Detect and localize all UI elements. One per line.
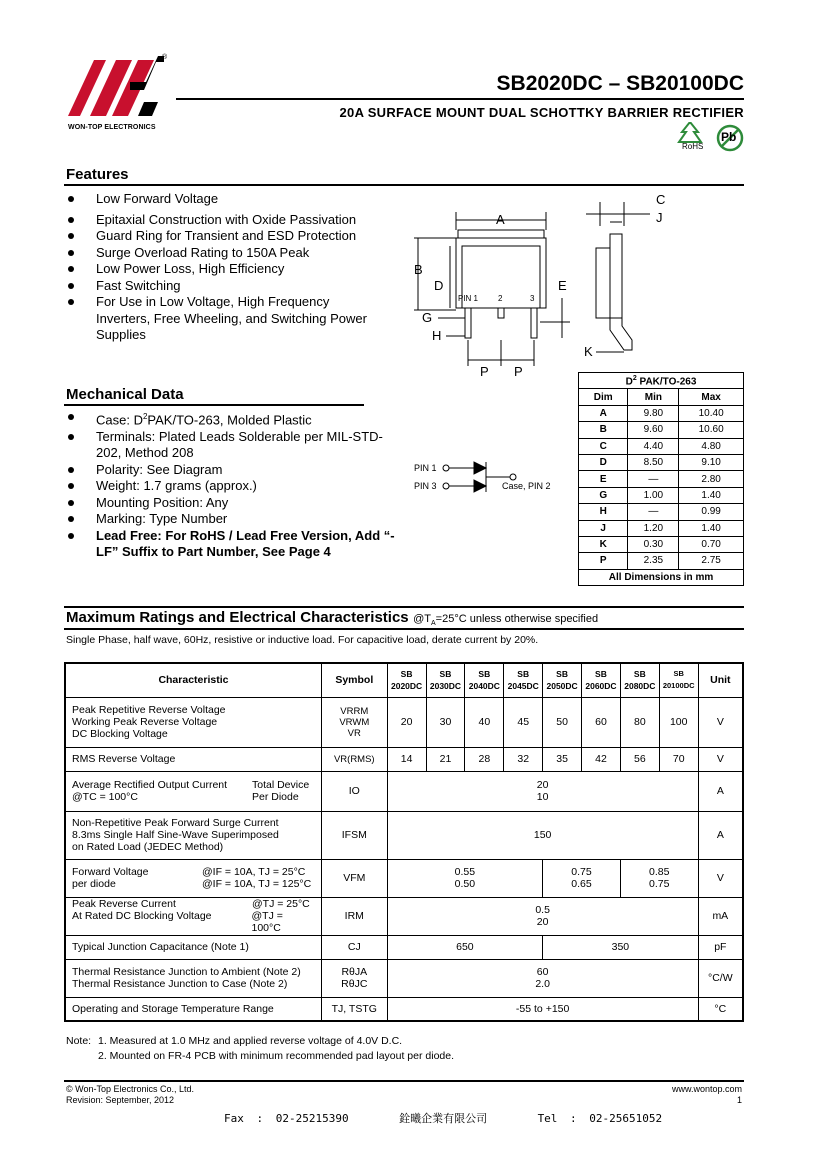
row-characteristic: Typical Junction Capacitance (Note 1) <box>65 935 321 959</box>
value-cell: 60 <box>582 697 621 747</box>
pin1-label: PIN 1 <box>458 294 479 303</box>
mechanical-heading: Mechanical Data <box>66 386 184 403</box>
dim-label-b: B <box>414 262 423 277</box>
row-symbol: IRM <box>321 897 387 935</box>
col-part <box>582 663 621 697</box>
table-row <box>579 536 744 552</box>
dim-label-g: G <box>422 310 433 325</box>
pkg-cell: 2.75 <box>679 553 744 569</box>
polarity-schematic <box>414 458 564 498</box>
value-cell <box>387 771 698 811</box>
page-title: SB2020DC – SB20100DC <box>496 72 744 95</box>
pkg-cell: — <box>628 504 679 520</box>
value-cell <box>387 897 698 935</box>
condition-prefix: @T <box>413 613 431 625</box>
row-characteristic <box>65 897 321 935</box>
part-prefix: SB <box>400 669 413 680</box>
pin3-label: 3 <box>530 294 535 303</box>
value-line: 2.0 <box>535 978 550 990</box>
char-text: per diode <box>72 878 116 890</box>
lead-free-item: Lead Free: For RoHS / Lead Free Version, Add “-LF” Suffix to Part Number, See Page 4 <box>66 528 396 561</box>
table-row <box>579 520 744 536</box>
char-text: At Rated DC Blocking Voltage <box>72 910 212 922</box>
pkg-cell: 9.10 <box>679 454 744 470</box>
char-note: Per Diode <box>252 791 299 803</box>
features-rule <box>64 184 744 186</box>
pkg-cell: H <box>579 504 628 520</box>
unit-cell: V <box>698 747 743 771</box>
char-line: Thermal Resistance Junction to Ambient (Note 2) <box>72 966 301 978</box>
value-cell: 150 <box>387 811 698 859</box>
value-line: 0.85 <box>649 866 670 878</box>
unit-cell: V <box>698 697 743 747</box>
feature-item: Low Forward Voltage <box>66 191 376 208</box>
value-cell <box>387 959 698 997</box>
pkg-cell: 1.40 <box>679 487 744 503</box>
dim-label-d: D <box>434 278 444 293</box>
char-line <box>72 866 315 878</box>
value-cell: 70 <box>659 747 698 771</box>
condition-sub: A <box>430 620 436 628</box>
mechanical-list <box>66 409 396 561</box>
char-line: 8.3ms Single Half Sine-Wave Superimposed <box>72 829 279 841</box>
col-part <box>387 663 426 697</box>
title-rule <box>176 98 744 100</box>
value-line: 0.75 <box>649 878 670 890</box>
row-characteristic <box>65 697 321 747</box>
value-cell <box>620 859 698 897</box>
ratings-note-line: Single Phase, half wave, 60Hz, resistive or inductive load. For capacitive load, derate current by 20%. <box>66 634 539 646</box>
row-characteristic <box>65 959 321 997</box>
value-line: 20 <box>536 916 549 928</box>
part-number: 2060DC <box>585 681 617 692</box>
notes-block <box>66 1034 454 1064</box>
row-characteristic <box>65 771 321 811</box>
pkg-col-max: Max <box>679 389 744 405</box>
pkg-cell: 2.35 <box>628 553 679 569</box>
row-characteristic <box>65 811 321 859</box>
value-line: 0.5 <box>535 904 550 916</box>
value-cell: 50 <box>543 697 582 747</box>
char-condition: @IF = 10A, TJ = 125°C <box>202 878 312 890</box>
part-prefix: SB <box>673 669 684 679</box>
features-heading: Features <box>66 166 129 183</box>
package-outline-diagram <box>410 190 670 380</box>
value-cell <box>387 859 543 897</box>
pkg-cell: 0.70 <box>679 536 744 552</box>
char-text: Peak Reverse Current <box>72 898 176 910</box>
value-cell: 35 <box>543 747 582 771</box>
table-header-row <box>65 663 743 697</box>
pkg-col-dim: Dim <box>579 389 628 405</box>
value-cell: 30 <box>426 697 465 747</box>
table-row <box>579 405 744 421</box>
unit-cell: °C/W <box>698 959 743 997</box>
pkg-table-footer: All Dimensions in mm <box>579 569 744 585</box>
char-line <box>72 878 315 890</box>
pkg-title-sup: 2 <box>632 374 637 382</box>
dim-label-p: P <box>480 364 489 379</box>
mechanical-item: Weight: 1.7 grams (approx.) <box>66 478 396 495</box>
value-line: 60 <box>536 966 549 978</box>
pkg-cell: 1.00 <box>628 487 679 503</box>
char-line: Working Peak Reverse Voltage <box>72 716 218 728</box>
char-line: Non-Repetitive Peak Forward Surge Current <box>72 817 279 829</box>
value-cell: 14 <box>387 747 426 771</box>
char-condition: @TJ = 25°C <box>252 898 310 910</box>
value-cell: 42 <box>582 747 621 771</box>
row-symbol: IFSM <box>321 811 387 859</box>
pkg-cell: K <box>579 536 628 552</box>
ratings-table <box>64 662 744 1022</box>
symbol-line: VRRM <box>340 705 369 717</box>
value-cell: 100 <box>659 697 698 747</box>
footer-copyright: © Won-Top Electronics Co., Ltd. <box>66 1084 195 1094</box>
char-line: Peak Repetitive Reverse Voltage <box>72 704 226 716</box>
char-text: @TC = 100°C <box>72 791 138 803</box>
ratings-heading: Maximum Ratings and Electrical Characteristics <box>66 609 409 626</box>
table-row <box>65 811 743 859</box>
value-cell: 650 <box>387 935 543 959</box>
mechanical-item: Mounting Position: Any <box>66 495 396 512</box>
table-row <box>65 747 743 771</box>
unit-cell: A <box>698 811 743 859</box>
pkg-cell: 4.40 <box>628 438 679 454</box>
row-characteristic <box>65 859 321 897</box>
mechanical-item: Marking: Type Number <box>66 511 396 528</box>
pkg-cell: B <box>579 422 628 438</box>
col-part <box>426 663 465 697</box>
value-cell: 80 <box>620 697 659 747</box>
note-line <box>66 1034 454 1049</box>
col-part <box>465 663 504 697</box>
char-line: DC Blocking Voltage <box>72 728 168 740</box>
note-line <box>66 1049 454 1064</box>
pkg-cell: 4.80 <box>679 438 744 454</box>
col-part <box>620 663 659 697</box>
row-symbol: VFM <box>321 859 387 897</box>
value-cell: 56 <box>620 747 659 771</box>
row-symbol: TJ, TSTG <box>321 997 387 1021</box>
case-suffix: PAK/TO-263, Molded Plastic <box>147 412 312 428</box>
part-number: 2040DC <box>468 681 500 692</box>
dim-label-c: C <box>656 192 666 207</box>
page-subtitle: 20A SURFACE MOUNT DUAL SCHOTTKY BARRIER RECTIFIER <box>339 105 744 120</box>
pkg-cell: G <box>579 487 628 503</box>
part-number: 2050DC <box>546 681 578 692</box>
pkg-cell: 0.99 <box>679 504 744 520</box>
part-prefix: SB <box>478 669 491 680</box>
char-line: on Rated Load (JEDEC Method) <box>72 841 224 853</box>
pkg-cell: J <box>579 520 628 536</box>
col-part <box>659 663 698 697</box>
char-condition: @IF = 10A, TJ = 25°C <box>202 866 306 878</box>
footer-website[interactable]: www.wontop.com <box>671 1084 742 1094</box>
row-symbol <box>321 697 387 747</box>
pkg-cell: 10.40 <box>679 405 744 421</box>
won-top-logo <box>68 52 168 122</box>
pkg-cell: 9.80 <box>628 405 679 421</box>
char-line <box>72 898 315 910</box>
table-row <box>579 504 744 520</box>
pkg-title-suffix: PAK/TO-263 <box>636 375 697 387</box>
col-part <box>504 663 543 697</box>
mechanical-item <box>66 409 396 429</box>
dim-label-k: K <box>584 344 593 359</box>
mechanical-item: Terminals: Plated Leads Solderable per MIL-STD-202, Method 208 <box>66 429 396 462</box>
unit-cell: A <box>698 771 743 811</box>
feature-item: Surge Overload Rating to 150A Peak <box>66 245 376 262</box>
pkg-cell: 1.40 <box>679 520 744 536</box>
schematic-pin1: PIN 1 <box>414 463 437 473</box>
col-unit: Unit <box>698 663 743 697</box>
pkg-cell: 1.20 <box>628 520 679 536</box>
table-row <box>579 487 744 503</box>
value-line: 10 <box>536 791 549 803</box>
symbol-line: RθJA <box>341 966 368 978</box>
footer-rule <box>64 1080 744 1082</box>
table-row <box>579 438 744 454</box>
pkg-cell: E <box>579 471 628 487</box>
fax-line: Fax : 02-25215390 銓曦企業有限公司 Tel : 02-25651052 <box>224 1112 663 1125</box>
dim-label-a: A <box>496 212 505 227</box>
table-row <box>65 859 743 897</box>
part-number: 2045DC <box>507 681 539 692</box>
part-prefix: SB <box>439 669 452 680</box>
col-part <box>543 663 582 697</box>
feature-item: Guard Ring for Transient and ESD Protection <box>66 228 376 245</box>
note-item: 1. Measured at 1.0 MHz and applied reverse voltage of 4.0V D.C. <box>98 1035 403 1047</box>
table-row <box>579 471 744 487</box>
feature-item: Low Power Loss, High Efficiency <box>66 261 376 278</box>
table-row <box>579 454 744 470</box>
logo-text: WON-TOP ELECTRONICS <box>68 124 156 131</box>
registered-mark: ® <box>162 54 168 61</box>
package-dimensions-table <box>578 372 744 586</box>
dim-label-h: H <box>432 328 442 343</box>
feature-item: For Use in Low Voltage, High Frequency Inverters, Free Wheeling, and Switching Power Supplies <box>66 294 376 344</box>
value-cell: 28 <box>465 747 504 771</box>
mechanical-item: Polarity: See Diagram <box>66 462 396 479</box>
value-cell: 45 <box>504 697 543 747</box>
pkg-cell: A <box>579 405 628 421</box>
value-line: 0.65 <box>571 878 592 890</box>
pkg-cell: 8.50 <box>628 454 679 470</box>
feature-item: Fast Switching <box>66 278 376 295</box>
part-number: 2030DC <box>429 681 462 692</box>
value-cell: 350 <box>543 935 699 959</box>
row-symbol: CJ <box>321 935 387 959</box>
char-line <box>72 910 315 934</box>
pkg-col-min: Min <box>628 389 679 405</box>
ratings-rule <box>64 628 744 630</box>
pkg-title-prefix: D <box>625 375 633 387</box>
value-cell: 20 <box>387 697 426 747</box>
dim-label-p: P <box>514 364 523 379</box>
note-item: 2. Mounted on FR-4 PCB with minimum recommended pad layout per diode. <box>98 1050 455 1062</box>
part-prefix: SB <box>556 669 568 680</box>
dim-label-j: J <box>656 210 663 225</box>
row-characteristic: Operating and Storage Temperature Range <box>65 997 321 1021</box>
col-characteristic: Characteristic <box>65 663 321 697</box>
part-number: 2080DC <box>624 681 656 692</box>
case-prefix: Case: D <box>96 412 143 428</box>
pkg-cell: — <box>628 471 679 487</box>
schematic-pin3: PIN 3 <box>414 481 437 491</box>
notes-indent <box>66 1049 98 1064</box>
pin2-label: 2 <box>498 294 503 303</box>
value-line: 0.75 <box>571 866 592 878</box>
ratings-top-rule <box>64 606 744 608</box>
symbol-line: VR <box>347 727 361 739</box>
row-symbol: VR(RMS) <box>321 747 387 771</box>
unit-cell: pF <box>698 935 743 959</box>
unit-cell: V <box>698 859 743 897</box>
part-prefix: SB <box>517 669 530 680</box>
part-prefix: SB <box>595 669 607 680</box>
unit-cell: °C <box>698 997 743 1021</box>
feature-item: Epitaxial Construction with Oxide Passivation <box>66 212 376 229</box>
value-cell: 32 <box>504 747 543 771</box>
row-characteristic: RMS Reverse Voltage <box>65 747 321 771</box>
char-condition: @TJ = 100°C <box>251 910 283 934</box>
table-row <box>65 897 743 935</box>
ratings-condition <box>413 613 599 628</box>
mechanical-rule <box>64 404 364 406</box>
char-line: Thermal Resistance Junction to Case (Note 2) <box>72 978 288 990</box>
char-text: Average Rectified Output Current <box>72 779 228 791</box>
value-line: 20 <box>536 779 549 791</box>
pkg-cell: C <box>579 438 628 454</box>
table-row <box>65 997 743 1021</box>
schematic-case: Case, PIN 2 <box>502 481 551 491</box>
pkg-cell: P <box>579 553 628 569</box>
value-line: 0.50 <box>454 878 476 890</box>
pkg-table-title <box>579 373 744 389</box>
char-line <box>72 791 315 803</box>
footer-revision: Revision: September, 2012 <box>66 1095 175 1105</box>
table-row <box>65 935 743 959</box>
dim-label-e: E <box>558 278 567 293</box>
pkg-cell: 0.30 <box>628 536 679 552</box>
table-row <box>65 697 743 747</box>
pkg-cell: 10.60 <box>679 422 744 438</box>
rohs-label: RoHS <box>682 142 704 151</box>
row-symbol: IO <box>321 771 387 811</box>
value-line: 0.55 <box>454 866 476 878</box>
table-row <box>579 422 744 438</box>
row-symbol <box>321 959 387 997</box>
table-row <box>579 553 744 569</box>
char-text: Forward Voltage <box>72 866 149 878</box>
symbol-line: RθJC <box>341 978 368 990</box>
notes-label: Note: <box>66 1035 92 1047</box>
pkg-cell: D <box>579 454 628 470</box>
unit-cell: mA <box>698 897 743 935</box>
pb-label: Pb <box>721 130 737 144</box>
pkg-cell: 2.80 <box>679 471 744 487</box>
condition-suffix: =25°C unless otherwise specified <box>435 613 599 625</box>
col-symbol: Symbol <box>321 663 387 697</box>
symbol-line: VRWM <box>339 716 370 728</box>
value-cell: 21 <box>426 747 465 771</box>
char-line <box>72 779 315 791</box>
part-number: 2020DC <box>390 681 423 692</box>
char-note: Total Device <box>252 779 310 791</box>
table-row <box>65 959 743 997</box>
part-prefix: SB <box>633 669 646 680</box>
features-list <box>66 191 376 344</box>
value-cell <box>543 859 621 897</box>
value-cell: -55 to +150 <box>387 997 698 1021</box>
ratings-heading-row <box>66 609 598 627</box>
pkg-cell: 9.60 <box>628 422 679 438</box>
rohs-icon <box>676 122 704 154</box>
part-number: 20100DC <box>662 681 695 691</box>
value-cell: 40 <box>465 697 504 747</box>
pb-free-icon <box>716 124 744 152</box>
page-number: 1 <box>736 1095 742 1105</box>
table-row <box>65 771 743 811</box>
case-sup: 2 <box>142 412 148 421</box>
